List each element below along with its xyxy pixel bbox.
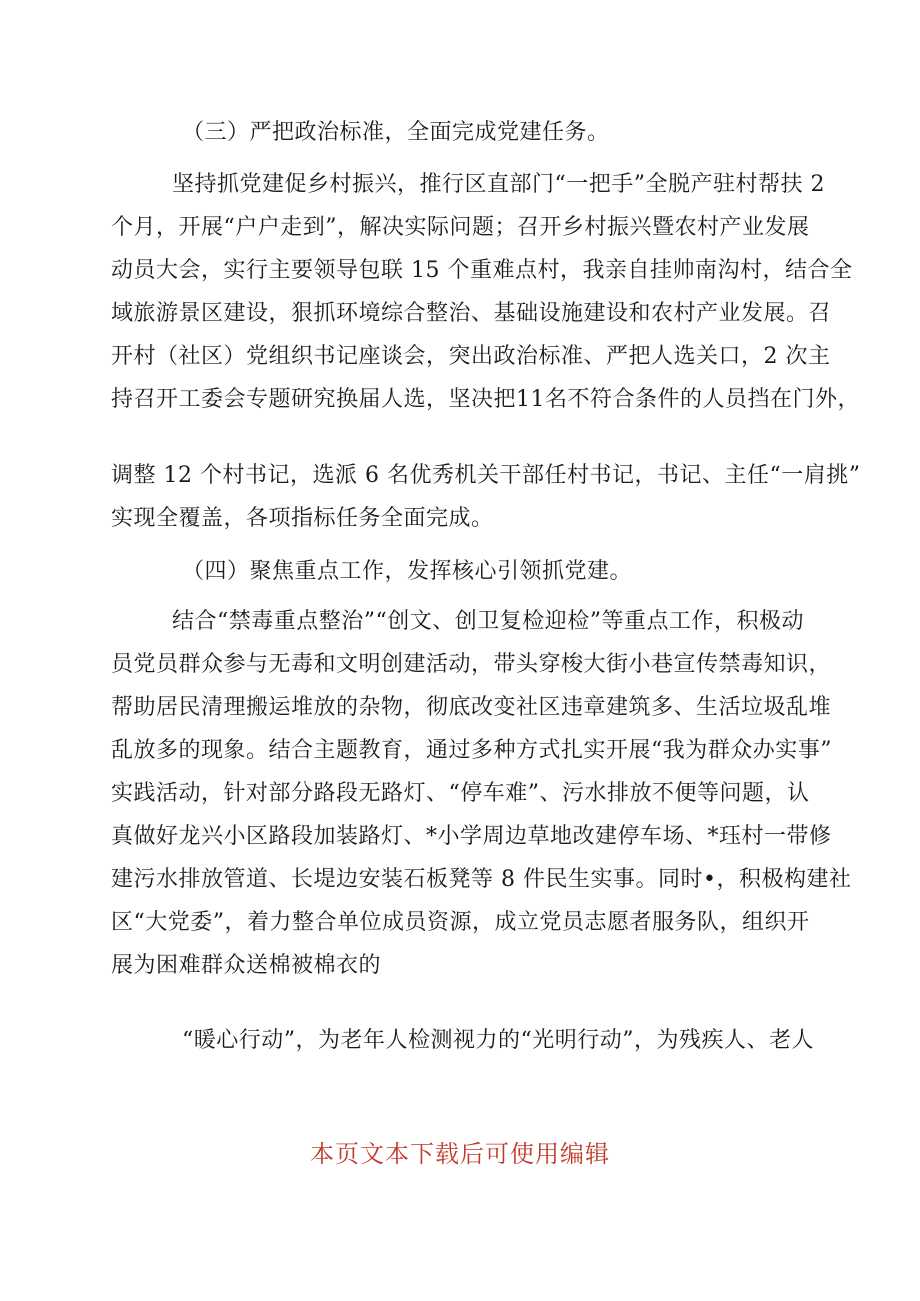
section-4-paragraph-line: 帮助居民清理搬运堆放的杂物，彻底改变社区违章建筑多、生活垃圾乱堆 bbox=[111, 695, 832, 720]
section-4-paragraph-line: 实践活动，针对部分路段无路灯、“停车难”、污水排放不便等问题，认 bbox=[111, 781, 810, 806]
section-4-paragraph-line: 区“大党委”，着力整合单位成员资源，成立党员志愿者服务队，组织开 bbox=[111, 910, 810, 935]
section-3-paragraph-line: 调整 12 个村书记，选派 6 名优秀机关干部任村书记，书记、主任“一肩挑” bbox=[111, 463, 861, 488]
section-4-paragraph-line: 乱放多的现象。结合主题教育，通过多种方式扎实开展“我为群众办实事” bbox=[111, 738, 832, 763]
section-3-heading: （三）严把政治标准，全面完成党建任务。 bbox=[182, 120, 610, 145]
section-3-paragraph-line: 持召开工委会专题研究换届人选，坚决把11名不符合条件的人员挡在门外， bbox=[111, 387, 860, 412]
section-3-paragraph-line: 动员大会，实行主要领导包联 15 个重难点村，我亲自挂帅南沟村，结合全 bbox=[111, 258, 853, 283]
section-3-paragraph-line: 个月，开展“户户走到”，解决实际问题；召开乡村振兴暨农村产业发展 bbox=[111, 215, 810, 240]
section-4-paragraph-line: 建污水排放管道、长堤边安装石板凳等 8 件民生实事。同时•，积极构建社 bbox=[111, 867, 852, 892]
section-4-paragraph-line: 结合“禁毒重点整治”“创文、创卫复检迎检”等重点工作，积极动 bbox=[172, 609, 804, 634]
section-3-paragraph-line: 坚持抓党建促乡村振兴，推行区直部门“一把手”全脱产驻村帮扶 2 bbox=[172, 172, 825, 197]
section-4-continuation-line: “暖心行动”，为老年人检测视力的“光明行动”，为残疾人、老人 bbox=[182, 1028, 814, 1053]
section-3-paragraph-line: 域旅游景区建设，狠抓环境综合整治、基础设施建设和农村产业发展。召 bbox=[111, 301, 832, 326]
section-3-paragraph-line: 开村（社区）党组织书记座谈会，突出政治标准、严把人选关口，2 次主 bbox=[111, 344, 831, 369]
editable-text-notice: 本页文本下载后可使用编辑 bbox=[310, 1140, 610, 1168]
section-4-paragraph-line: 展为困难群众送棉被棉衣的 bbox=[111, 953, 382, 978]
section-4-paragraph-line: 员党员群众参与无毒和文明创建活动，带头穿梭大街小巷宣传禁毒知识， bbox=[111, 652, 832, 677]
section-3-paragraph-line: 实现全覆盖，各项指标任务全面完成。 bbox=[111, 506, 494, 531]
section-4-paragraph-line: 真做好龙兴小区路段加装路灯、*小学周边草地改建停车场、*珏村一带修 bbox=[111, 824, 832, 849]
section-4-heading: （四）聚焦重点工作，发挥核心引领抓党建。 bbox=[182, 559, 633, 584]
